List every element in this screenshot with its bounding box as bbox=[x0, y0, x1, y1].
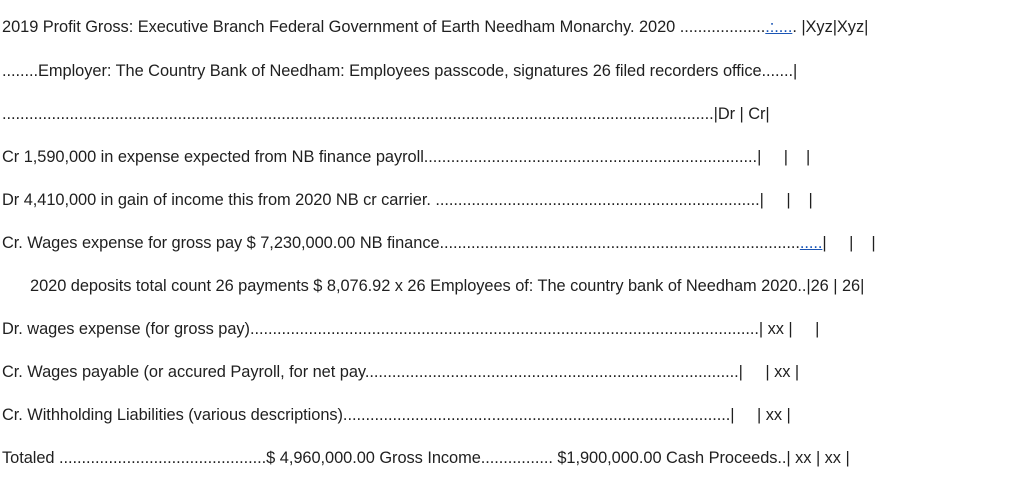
underlined-dots-link[interactable]: ..... bbox=[799, 234, 823, 252]
line-employer: ........Employer: The Country Bank of Needham: Employees passcode, signatures 26 filed recorders office.......| bbox=[2, 62, 798, 80]
underlined-dots-link[interactable]: .:.... bbox=[765, 18, 793, 36]
line-columns: . |Xyz|Xyz| bbox=[792, 18, 869, 36]
line-columns: | | | bbox=[822, 234, 876, 252]
line-cr-withholding: Cr. Withholding Liabilities (various descriptions)......................................................................................| | xx | bbox=[2, 406, 791, 424]
line-profit-gross-header bbox=[2, 17, 868, 37]
line-dr-gain: Dr 4,410,000 in gain of income this from 2020 NB cr carrier. ........................................................................| | | bbox=[2, 191, 813, 209]
line-cr-wages-payable: Cr. Wages payable (or accured Payroll, for net pay...................................................................................| | xx | bbox=[2, 363, 800, 381]
line-text: Cr. Wages expense for gross pay $ 7,230,000.00 NB finance................................................................................ bbox=[2, 234, 800, 252]
line-totaled: Totaled ..............................................$ 4,960,000.00 Gross Income................ $1,900,000.00 Cash Proceeds..| xx | xx | bbox=[2, 449, 850, 467]
line-dr-wages-expense: Dr. wages expense (for gross pay).................................................................................................................| xx | | bbox=[2, 320, 820, 338]
line-cr-wages-expense bbox=[2, 233, 876, 253]
line-deposits-total: 2020 deposits total count 26 payments $ 8,076.92 x 26 Employees of: The country bank of Needham 2020..|26 | 26| bbox=[30, 277, 865, 295]
line-text: 2019 Profit Gross: Executive Branch Federal Government of Earth Needham Monarchy. 2020 ................... bbox=[2, 18, 766, 36]
line-cr-expense: Cr 1,590,000 in expense expected from NB finance payroll..........................................................................| | | bbox=[2, 148, 811, 166]
line-dr-cr-header: ..............................................................................................................................................................|Dr | Cr| bbox=[2, 105, 770, 123]
